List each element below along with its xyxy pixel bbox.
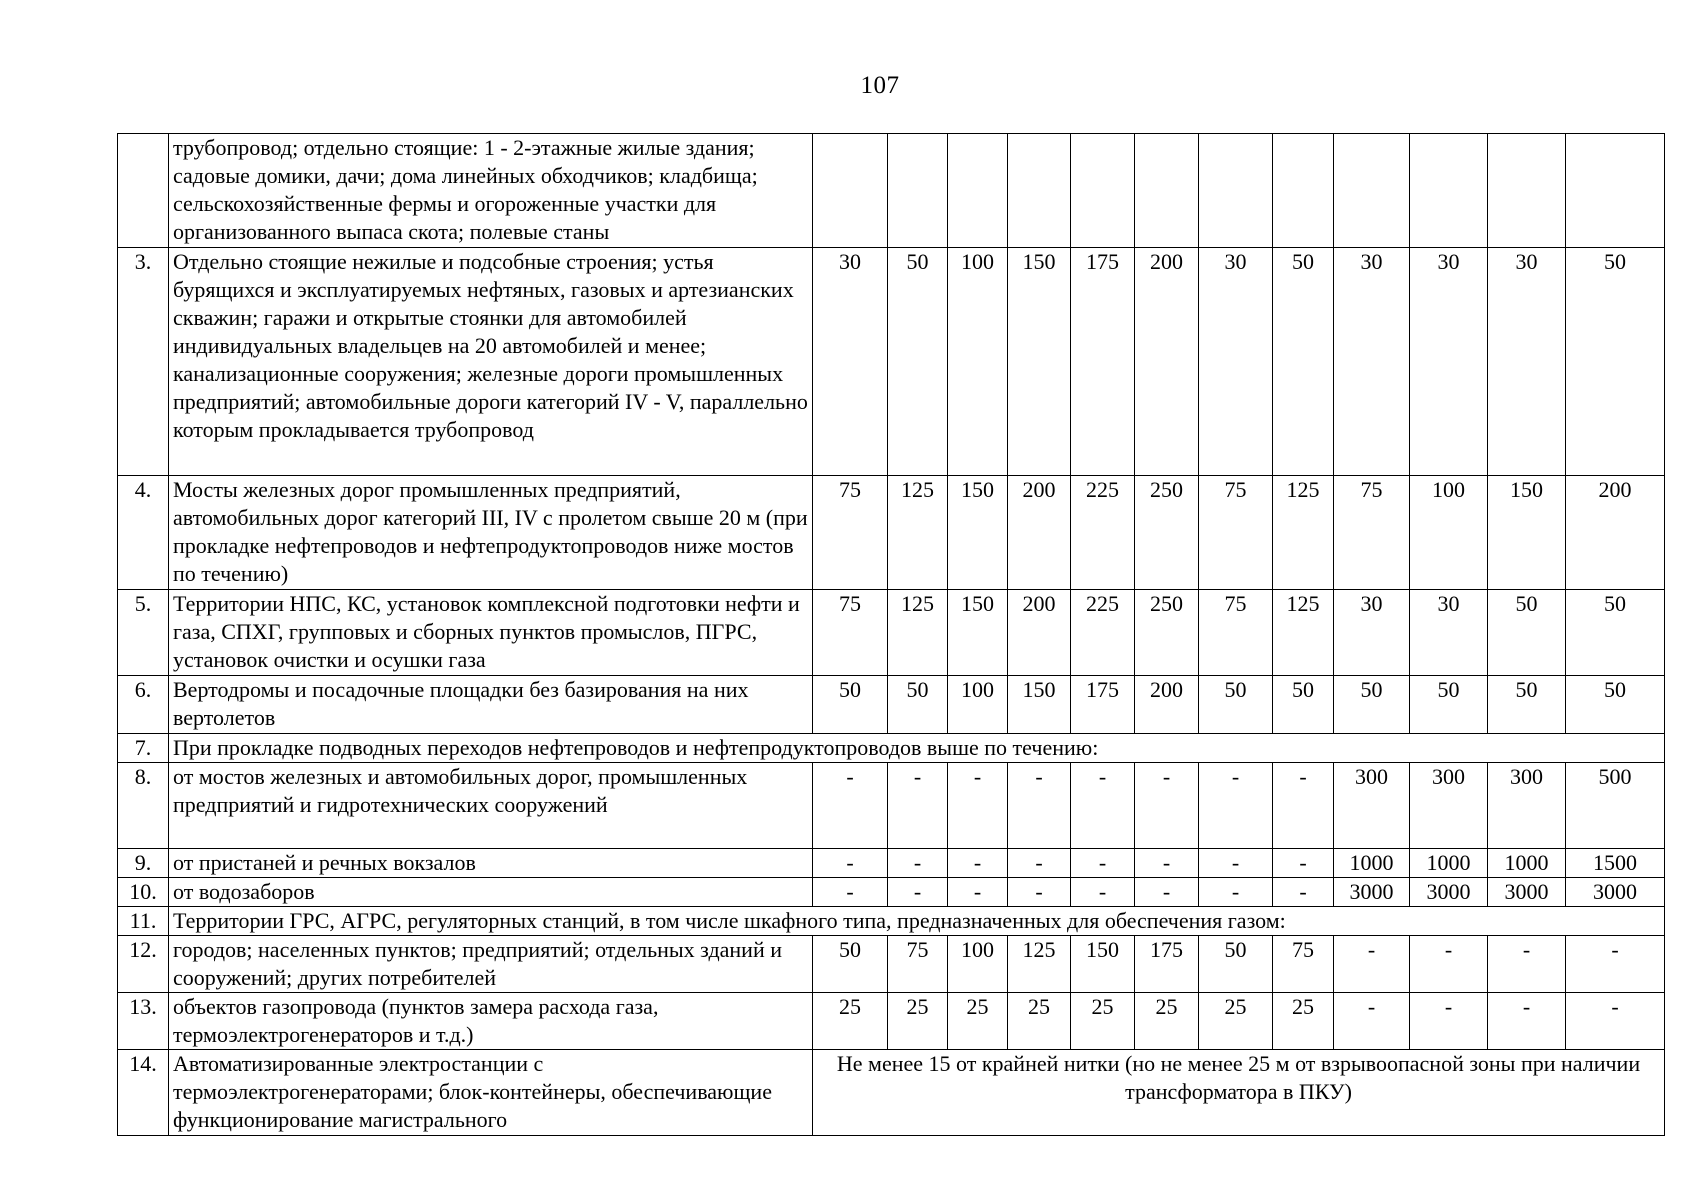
- value-cell: 125: [1008, 936, 1071, 993]
- value-cell: 225: [1071, 590, 1135, 676]
- value-cell: -: [1199, 849, 1273, 878]
- value-cell: -: [948, 849, 1008, 878]
- value-cell: 50: [1199, 676, 1273, 734]
- value-cell: -: [1410, 936, 1488, 993]
- value-cell: 50: [1566, 590, 1665, 676]
- value-cell: -: [888, 878, 948, 907]
- value-cell: 100: [948, 676, 1008, 734]
- value-cell: 250: [1135, 476, 1199, 590]
- row-number: 14.: [118, 1050, 169, 1136]
- value-cell: 50: [1488, 676, 1566, 734]
- table-row: [118, 476, 1665, 590]
- value-cell: 75: [1199, 476, 1273, 590]
- value-cell: 75: [813, 590, 888, 676]
- row-number: [118, 134, 169, 248]
- table-row: [118, 734, 1665, 763]
- value-cell: 75: [1273, 936, 1334, 993]
- value-cell: 75: [1334, 476, 1410, 590]
- value-cell: -: [1488, 936, 1566, 993]
- row-description: от пристаней и речных вокзалов: [169, 849, 813, 878]
- row-number: 4.: [118, 476, 169, 590]
- value-cell: -: [1488, 993, 1566, 1050]
- value-cell: 3000: [1566, 878, 1665, 907]
- table-row: [118, 676, 1665, 734]
- value-cell: 25: [948, 993, 1008, 1050]
- value-cell: 25: [813, 993, 888, 1050]
- value-cell: 300: [1410, 763, 1488, 849]
- value-cell: 175: [1135, 936, 1199, 993]
- value-cell: 50: [1566, 676, 1665, 734]
- value-cell: 100: [948, 248, 1008, 476]
- value-cell: -: [1135, 849, 1199, 878]
- value-cell: -: [1071, 763, 1135, 849]
- value-cell: 150: [948, 476, 1008, 590]
- value-cell: -: [1199, 763, 1273, 849]
- value-cell: 50: [1273, 676, 1334, 734]
- value-cell: -: [1135, 763, 1199, 849]
- row-number: 9.: [118, 849, 169, 878]
- value-cell: 200: [1135, 676, 1199, 734]
- value-cell: 30: [1334, 248, 1410, 476]
- table-row: [118, 907, 1665, 936]
- value-cell: 150: [1071, 936, 1135, 993]
- table-row: [118, 1050, 1665, 1136]
- value-cell: 100: [1410, 476, 1488, 590]
- value-cell: -: [948, 763, 1008, 849]
- value-cell: 300: [1334, 763, 1410, 849]
- value-cell: 125: [1273, 590, 1334, 676]
- row-note: Не менее 15 от крайней нитки (но не менее 25 м от взрывоопасной зоны при наличии трансформатора в ПКУ): [813, 1050, 1665, 1136]
- row-number: 12.: [118, 936, 169, 993]
- value-cell: 25: [1135, 993, 1199, 1050]
- value-cell: 3000: [1488, 878, 1566, 907]
- value-cell: [1008, 134, 1071, 248]
- value-cell: 30: [1199, 248, 1273, 476]
- value-cell: 150: [1488, 476, 1566, 590]
- table-row: [118, 878, 1665, 907]
- value-cell: -: [1273, 763, 1334, 849]
- value-cell: 3000: [1410, 878, 1488, 907]
- value-cell: -: [888, 849, 948, 878]
- value-cell: 30: [1410, 248, 1488, 476]
- table-row: [118, 248, 1665, 476]
- row-number: 10.: [118, 878, 169, 907]
- value-cell: 125: [1273, 476, 1334, 590]
- value-cell: -: [1071, 878, 1135, 907]
- value-cell: -: [1273, 849, 1334, 878]
- table-row: [118, 134, 1665, 248]
- value-cell: -: [813, 763, 888, 849]
- table-body: [118, 134, 1665, 1136]
- value-cell: 225: [1071, 476, 1135, 590]
- table-row: [118, 936, 1665, 993]
- row-description: трубопровод; отдельно стоящие: 1 - 2-этажные жилые здания; садовые домики, дачи; дома линейных обходчиков; кладбища; сельскохозяйственные фермы и огороженные участки для организованного выпаса скота; полевые станы: [169, 134, 813, 248]
- value-cell: 125: [888, 476, 948, 590]
- row-number: 3.: [118, 248, 169, 476]
- row-number: 11.: [118, 907, 169, 936]
- row-number: 8.: [118, 763, 169, 849]
- value-cell: 25: [1199, 993, 1273, 1050]
- row-description: Автоматизированные электростанции с термоэлектрогенераторами; блок-контейнеры, обеспечивающие функционирование магистрального: [169, 1050, 813, 1136]
- row-number: 5.: [118, 590, 169, 676]
- distance-table: [117, 133, 1665, 1136]
- value-cell: 30: [813, 248, 888, 476]
- value-cell: 100: [948, 936, 1008, 993]
- value-cell: 150: [1008, 676, 1071, 734]
- value-cell: 500: [1566, 763, 1665, 849]
- value-cell: -: [1135, 878, 1199, 907]
- table-row: [118, 763, 1665, 849]
- value-cell: 50: [1199, 936, 1273, 993]
- value-cell: 175: [1071, 676, 1135, 734]
- row-description: от водозаборов: [169, 878, 813, 907]
- value-cell: 50: [813, 676, 888, 734]
- value-cell: 300: [1488, 763, 1566, 849]
- value-cell: 25: [888, 993, 948, 1050]
- value-cell: 1500: [1566, 849, 1665, 878]
- section-heading: Территории ГРС, АГРС, регуляторных станций, в том числе шкафного типа, предназначенных для обеспечения газом:: [169, 907, 1665, 936]
- value-cell: 150: [948, 590, 1008, 676]
- value-cell: -: [1008, 763, 1071, 849]
- value-cell: 50: [888, 676, 948, 734]
- value-cell: 250: [1135, 590, 1199, 676]
- value-cell: 50: [1334, 676, 1410, 734]
- value-cell: 50: [813, 936, 888, 993]
- table-row: [118, 849, 1665, 878]
- value-cell: 200: [1008, 476, 1071, 590]
- row-description: Мосты железных дорог промышленных предприятий, автомобильных дорог категорий III, IV с пролетом свыше 20 м (при прокладке нефтепроводов и нефтепродуктопроводов ниже мостов по течению): [169, 476, 813, 590]
- value-cell: 1000: [1410, 849, 1488, 878]
- row-description: городов; населенных пунктов; предприятий; отдельных зданий и сооружений; других потребителей: [169, 936, 813, 993]
- row-description: Вертодромы и посадочные площадки без базирования на них вертолетов: [169, 676, 813, 734]
- value-cell: -: [1566, 993, 1665, 1050]
- value-cell: 25: [1071, 993, 1135, 1050]
- value-cell: [1488, 134, 1566, 248]
- value-cell: -: [1566, 936, 1665, 993]
- value-cell: -: [1334, 936, 1410, 993]
- row-description: от мостов железных и автомобильных дорог, промышленных предприятий и гидротехнических сооружений: [169, 763, 813, 849]
- value-cell: 150: [1008, 248, 1071, 476]
- value-cell: [1410, 134, 1488, 248]
- value-cell: -: [888, 763, 948, 849]
- value-cell: 50: [1566, 248, 1665, 476]
- value-cell: 200: [1008, 590, 1071, 676]
- table-row: [118, 590, 1665, 676]
- value-cell: 30: [1488, 248, 1566, 476]
- value-cell: -: [1008, 878, 1071, 907]
- section-heading: При прокладке подводных переходов нефтепроводов и нефтепродуктопроводов выше по течению:: [169, 734, 1665, 763]
- value-cell: 125: [888, 590, 948, 676]
- row-number: 13.: [118, 993, 169, 1050]
- value-cell: 75: [888, 936, 948, 993]
- row-description: Территории НПС, КС, установок комплексной подготовки нефти и газа, СПХГ, групповых и сборных пунктов промыслов, ПГРС, установок очистки и осушки газа: [169, 590, 813, 676]
- value-cell: -: [1273, 878, 1334, 907]
- value-cell: [948, 134, 1008, 248]
- value-cell: 175: [1071, 248, 1135, 476]
- value-cell: -: [813, 849, 888, 878]
- row-number: 6.: [118, 676, 169, 734]
- value-cell: 50: [1410, 676, 1488, 734]
- value-cell: 75: [813, 476, 888, 590]
- row-description: объектов газопровода (пунктов замера расхода газа, термоэлектрогенераторов и т.д.): [169, 993, 813, 1050]
- row-number: 7.: [118, 734, 169, 763]
- table-row: [118, 993, 1665, 1050]
- value-cell: -: [1071, 849, 1135, 878]
- value-cell: 25: [1273, 993, 1334, 1050]
- value-cell: 3000: [1334, 878, 1410, 907]
- value-cell: 25: [1008, 993, 1071, 1050]
- value-cell: 200: [1135, 248, 1199, 476]
- value-cell: [1071, 134, 1135, 248]
- value-cell: 50: [888, 248, 948, 476]
- value-cell: [888, 134, 948, 248]
- value-cell: [1334, 134, 1410, 248]
- value-cell: -: [948, 878, 1008, 907]
- value-cell: [1199, 134, 1273, 248]
- page-number: 107: [860, 72, 900, 99]
- value-cell: [1273, 134, 1334, 248]
- value-cell: 75: [1199, 590, 1273, 676]
- value-cell: -: [1410, 993, 1488, 1050]
- value-cell: [813, 134, 888, 248]
- value-cell: 50: [1488, 590, 1566, 676]
- value-cell: [1135, 134, 1199, 248]
- value-cell: 30: [1410, 590, 1488, 676]
- value-cell: 50: [1273, 248, 1334, 476]
- value-cell: 1000: [1488, 849, 1566, 878]
- value-cell: 30: [1334, 590, 1410, 676]
- row-description: Отдельно стоящие нежилые и подсобные строения; устья бурящихся и эксплуатируемых нефтяных, газовых и артезианских скважин; гаражи и открытые стоянки для автомобилей индивидуальных владельцев на 20 автомобилей и менее; канализационные сооружения; железные дороги промышленных предприятий; автомобильные дороги категорий IV - V, параллельно которым прокладывается трубопровод: [169, 248, 813, 476]
- value-cell: -: [1199, 878, 1273, 907]
- value-cell: 1000: [1334, 849, 1410, 878]
- value-cell: [1566, 134, 1665, 248]
- value-cell: 200: [1566, 476, 1665, 590]
- value-cell: -: [1334, 993, 1410, 1050]
- value-cell: -: [1008, 849, 1071, 878]
- value-cell: -: [813, 878, 888, 907]
